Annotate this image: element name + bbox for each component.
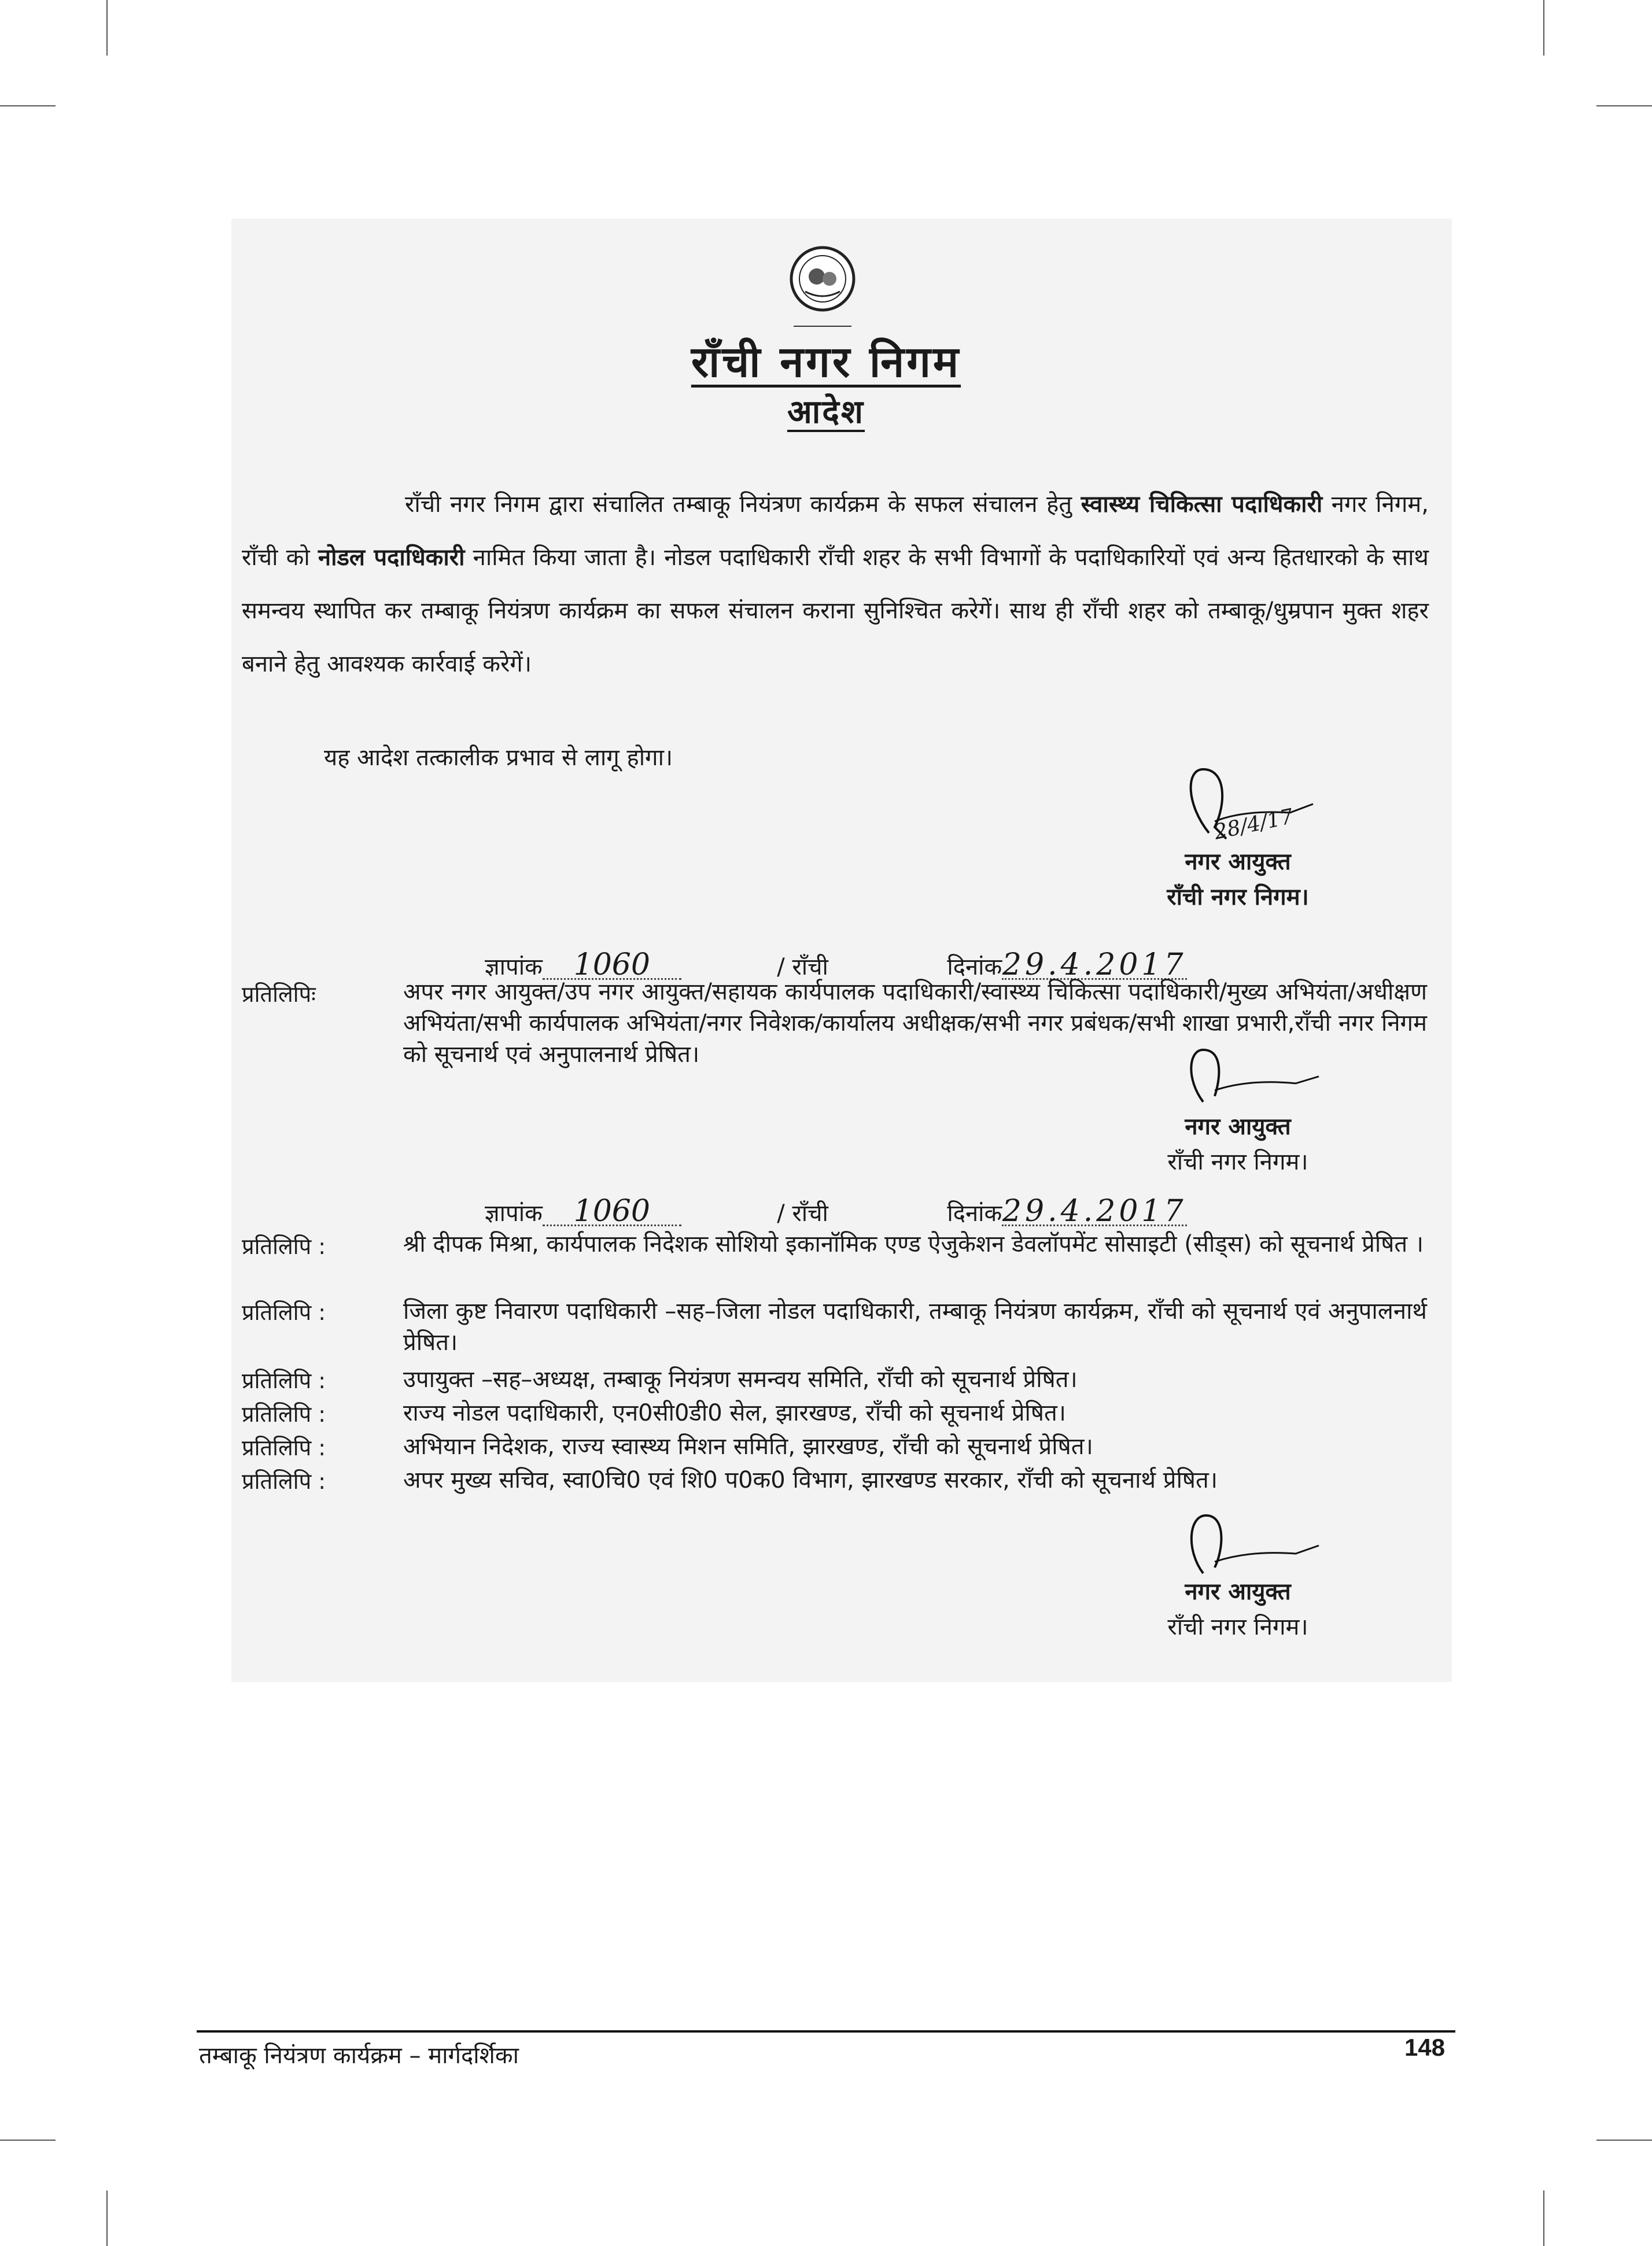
crop-mark (0, 105, 56, 106)
order-paragraph: राँची नगर निगम द्वारा संचालित तम्बाकू नियंत्रण कार्यक्रम के सफल संचालन हेतु स्वास्थ्य चिकित्सा पदाधिकारी नगर निगम, राँची को नोडल पदाधिकारी नामित किया जाता है। नोडल पदाधिकारी राँची शहर के सभी विभागों के पदाधिकारियों एवं अन्य हितधारको के साथ समन्वय स्थापित कर तम्बाकू नियंत्रण कार्यक्रम का सफल संचालन कराना सुनिश्चित करेगें। साथ ही राँची शहर को तम्बाकू/धुम्रपान मुक्त शहर बनाने हेतु आवश्यक कार्रवाई करेगें। (242, 491, 1429, 677)
crop-mark (1543, 2190, 1544, 2246)
signature-block (1116, 1574, 1359, 1642)
cc-label: प्रतिलिपि : (242, 1435, 326, 1461)
logo-divider (794, 326, 851, 327)
cc-item: श्री दीपक मिश्रा, कार्यपालक निदेशक सोशियो इकानॉमिक एण्ड ऐजुकेशन डेवलॉपमेंट सोसाइटी (सीड्स) को सूचनार्थ प्रेषित । (403, 1231, 1424, 1257)
cc-label: प्रतिलिपि : (242, 1300, 326, 1325)
signatory-designation: नगर आयुक्त (1185, 1579, 1291, 1605)
handwritten-signature (1180, 1038, 1330, 1113)
cc-label: प्रतिलिपि : (242, 1469, 326, 1494)
memo-line-2: ज्ञापांक 1060 / राँची दिनांक29.4.2017 (485, 1194, 1187, 1229)
cc-item: अपर मुख्य सचिव, स्वा0चि0 एवं शि0 प0क0 विभाग, झारखण्ड सरकार, राँची को सूचनार्थ प्रेषित। (403, 1467, 1218, 1493)
cc-label: प्रतिलिपिः (242, 982, 316, 1007)
footer-rule (197, 2030, 1455, 2033)
cc-item: उपायुक्त –सह–अध्यक्ष, तम्बाकू नियंत्रण समन्वय समिति, राँची को सूचनार्थ प्रेषित। (403, 1366, 1078, 1393)
effect-statement: यह आदेश तत्कालीक प्रभाव से लागू होगा। (324, 744, 673, 771)
cc-label: प्रतिलिपि : (242, 1402, 326, 1427)
cc-item: जिला कुष्ट निवारण पदाधिकारी –सह–जिला नोडल पदाधिकारी, तम्बाकू नियंत्रण कार्यक्रम, राँची को सूचनार्थ एवं अनुपालनार्थ प्रेषित। (403, 1298, 1427, 1356)
bold-designation: स्वास्थ्य चिकित्सा पदाधिकारी (1081, 491, 1323, 518)
memo-date: 29.4.2017 (1002, 947, 1187, 982)
document-subtitle: आदेश (787, 393, 865, 431)
signatory-designation: नगर आयुक्त (1185, 1113, 1291, 1140)
crop-mark (1543, 0, 1544, 56)
handwritten-signature (1180, 1504, 1330, 1585)
page-number: 148 (1404, 2034, 1446, 2061)
crop-mark (1596, 105, 1652, 106)
memo-number: 1060 (543, 1198, 681, 1226)
memo-line-1: ज्ञापांक 1060 / राँची दिनांक29.4.2017 (485, 947, 1187, 982)
signatory-office: राँची नगर निगम। (1167, 1149, 1308, 1175)
signatory-office: राँची नगर निगम। (1167, 1614, 1308, 1640)
document-title: राँची नगर निगम (691, 337, 961, 387)
crop-mark (106, 0, 108, 56)
crop-mark (0, 2140, 56, 2141)
municipal-seal-logo (788, 244, 857, 314)
cc-label: प्रतिलिपि : (242, 1368, 326, 1393)
signature-block (1116, 844, 1359, 912)
crop-mark (1596, 2140, 1652, 2141)
memo-number: 1060 (543, 951, 681, 980)
bold-nodal-officer: नोडल पदाधिकारी (318, 544, 465, 571)
footer-title: तम्बाकू नियंत्रण कार्यक्रम – मार्गदर्शिका (199, 2042, 519, 2069)
signature-date: 28/4/17 (1212, 805, 1296, 844)
crop-mark (106, 2190, 108, 2246)
memo-date: 29.4.2017 (1002, 1194, 1187, 1229)
signatory-office: राँची नगर निगम। (1167, 884, 1309, 910)
cc-item: राज्य नोडल पदाधिकारी, एन0सी0डी0 सेल, झारखण्ड, राँची को सूचनार्थ प्रेषित। (403, 1400, 1066, 1426)
signature-block (1116, 1109, 1359, 1177)
cc-label: प्रतिलिपि : (242, 1234, 326, 1259)
cc-item: अभियान निदेशक, राज्य स्वास्थ्य मिशन समिति, झारखण्ड, राँची को सूचनार्थ प्रेषित। (403, 1433, 1093, 1460)
signatory-designation: नगर आयुक्त (1185, 849, 1291, 875)
cc-distribution-text: अपर नगर आयुक्त/उप नगर आयुक्त/सहायक कार्यपालक पदाधिकारी/स्वास्थ्य चिकित्सा पदाधिकारी/मुख्य अभियंता/अधीक्षण अभियंता/सभी कार्यपालक अभियंता/नगर निवेशक/कार्यालय अधीक्षक/सभी नगर प्रबंधक/सभी शाखा प्रभारी,राँची नगर निगम को सूचनार्थ एवं अनुपालनार्थ प्रेषित। (403, 979, 1427, 1068)
